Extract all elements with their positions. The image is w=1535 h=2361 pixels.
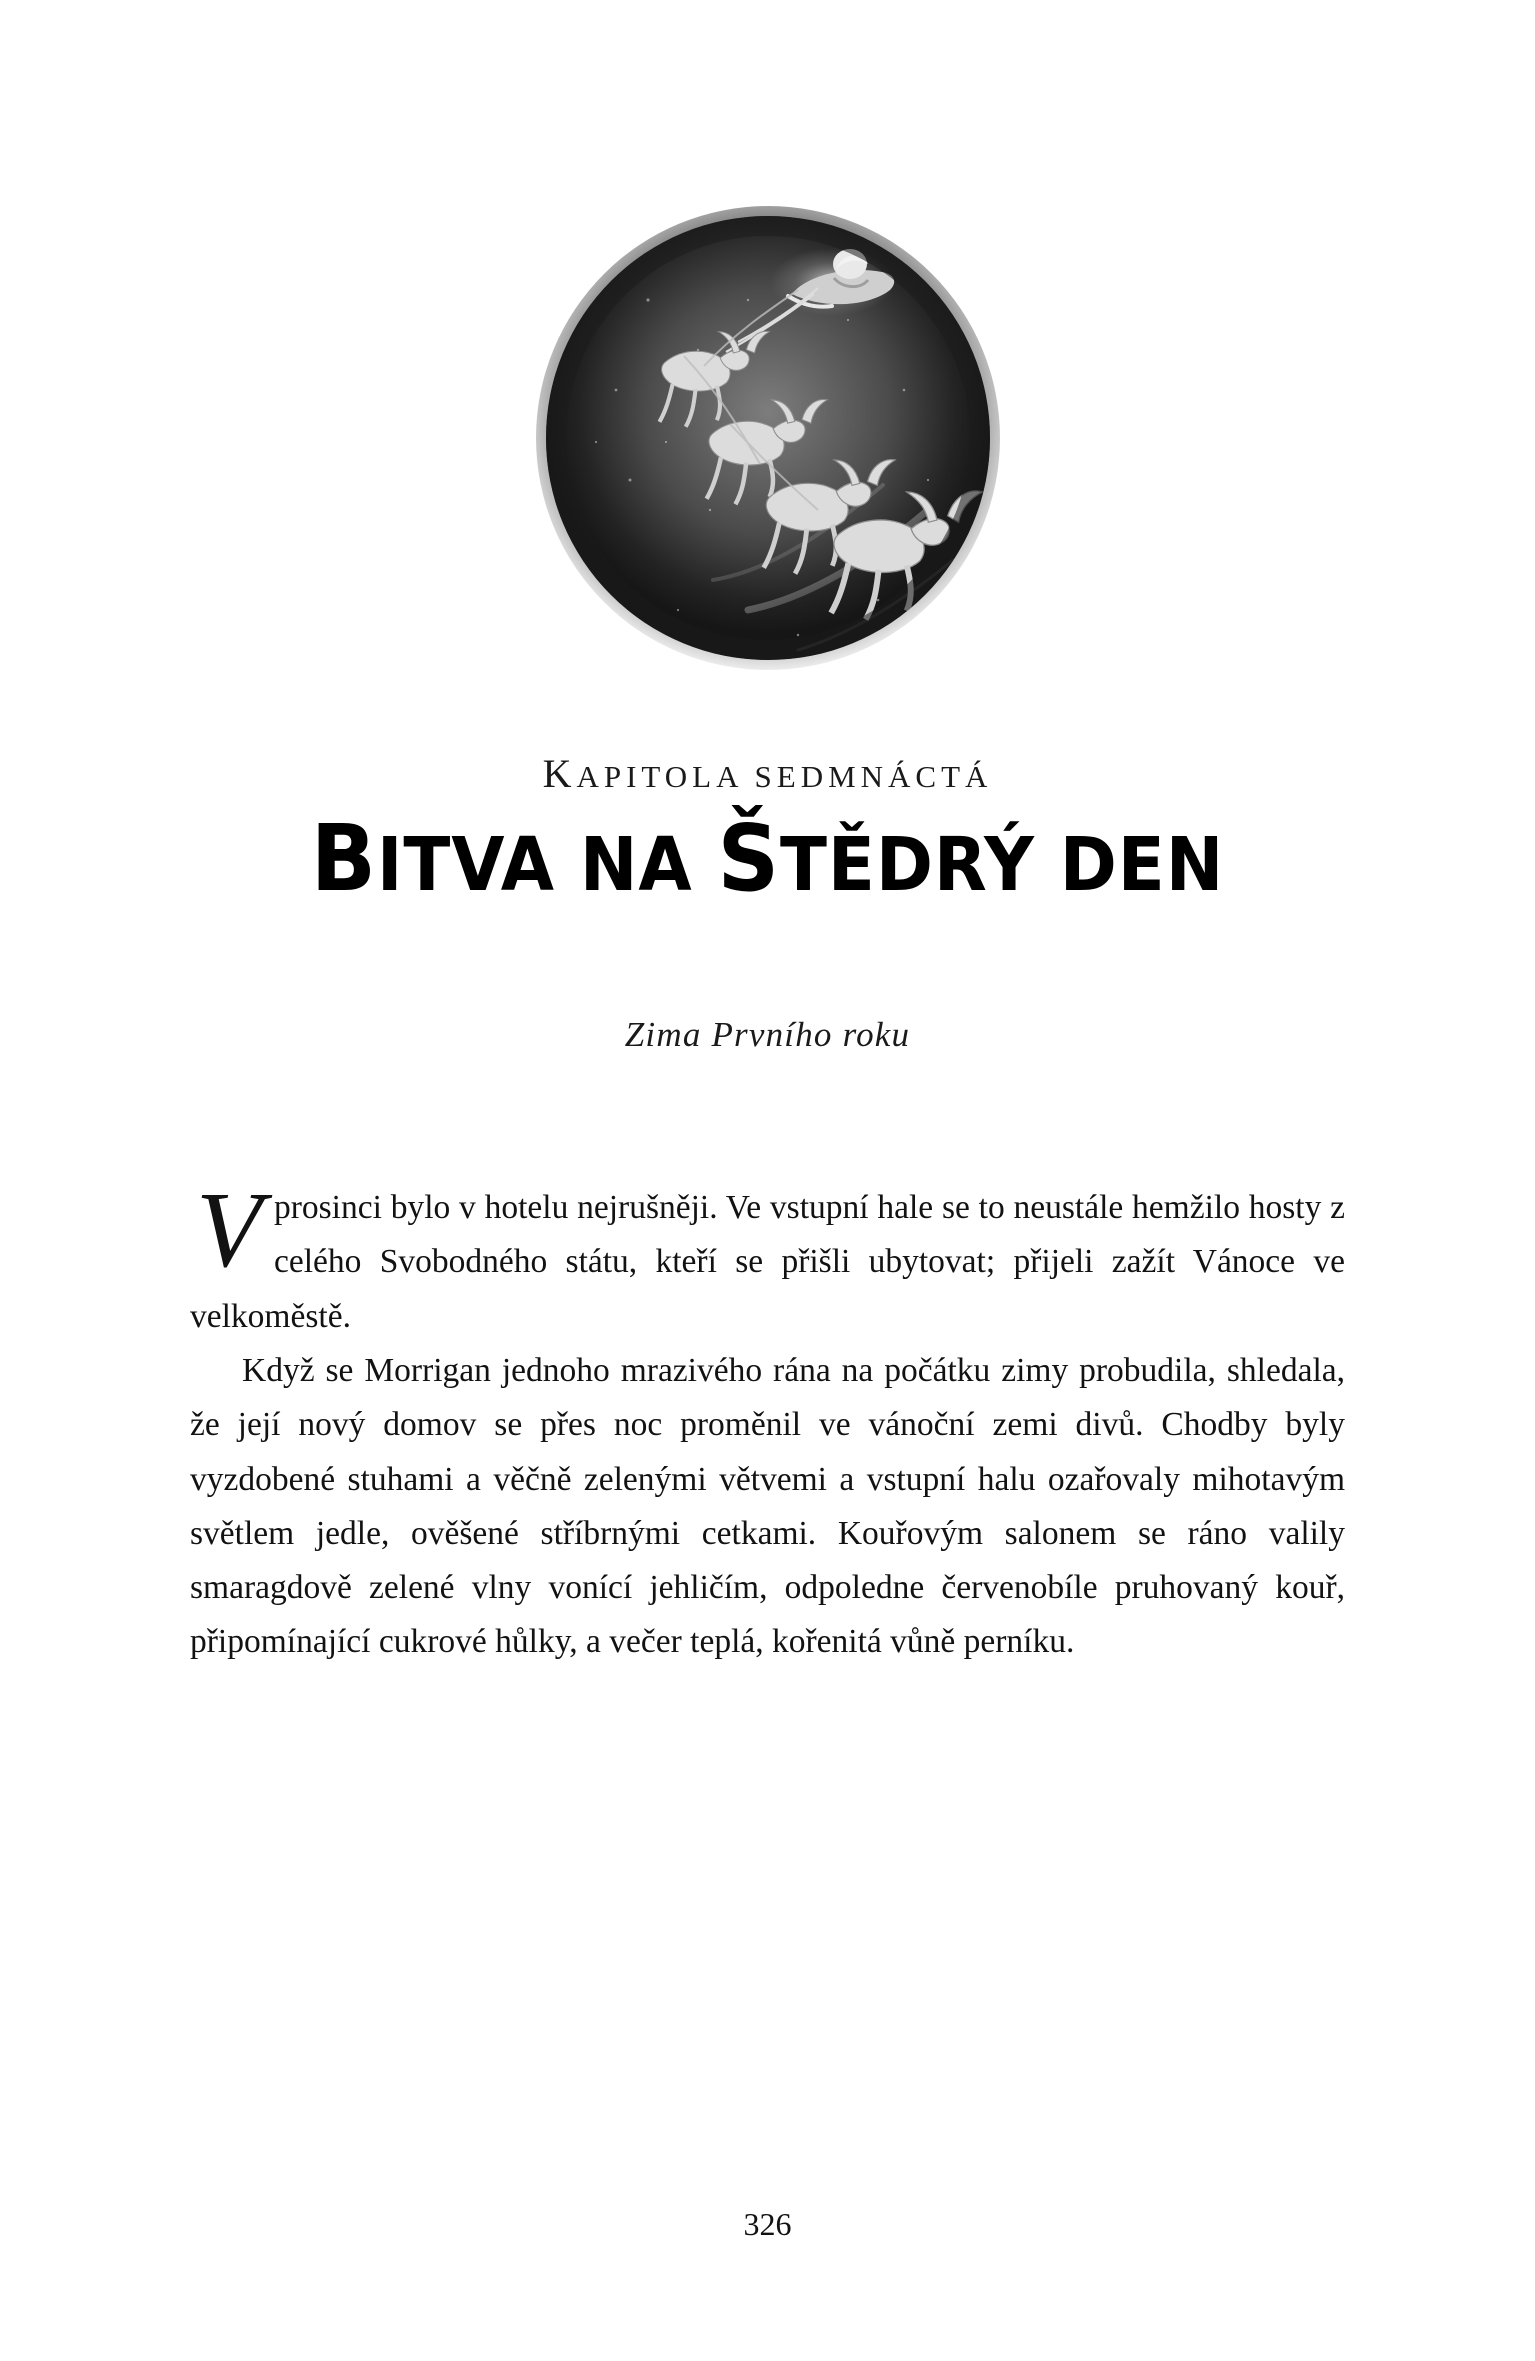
sleigh-with-reindeer-illustration	[498, 180, 1038, 720]
chapter-title-text-one: ITVA NA	[376, 822, 718, 908]
paragraph-first-text: prosinci bylo v hotelu nejrušněji. Ve vstupní hale se to neustále hemžilo hosty z celého Svobodného státu, kteří se přišli ubytovat; přijeli zažít Vánoce ve velkoměstě.	[190, 1189, 1345, 1335]
chapter-title-text-two: TĚDRÝ DEN	[780, 822, 1225, 908]
paragraph: Když se Morrigan jednoho mrazivého rána na počátku zimy probudila, shledala, že její nový domov se přes noc proměnil ve vánoční zemi divů. Chodby byly vyzdobené stuhami a věčně zelenými větvemi a vstupní halu ozařovaly mihotavým světlem jedle, ověšené stříbrnými cetkami. Kouřovým salonem se ráno valily smaragdově zelené vlny vonící jehličím, odpoledne červenobíle pruhovaný kouř, připomínající cukrové hůlky, a večer teplá, kořenitá vůně perníku.	[190, 1351, 1345, 1661]
chapter-subtitle: Zima Prvního roku	[624, 1015, 911, 1055]
page-number: 326	[743, 2206, 792, 2242]
chapter-eyebrow	[190, 750, 1345, 797]
chapter-title	[230, 805, 1304, 912]
drop-cap: V	[196, 1171, 262, 1291]
chapter-eyebrow-text: APITOLA SEDMNÁCTÁ	[576, 759, 993, 794]
chapter-title-initial-one: B	[310, 805, 377, 912]
illustration-container	[190, 180, 1345, 720]
chapter-title-initial-two: Š	[717, 805, 781, 912]
chapter-eyebrow-initial: K	[542, 751, 577, 796]
paragraph-first	[190, 1171, 1345, 1344]
body-text	[190, 1171, 1345, 1669]
